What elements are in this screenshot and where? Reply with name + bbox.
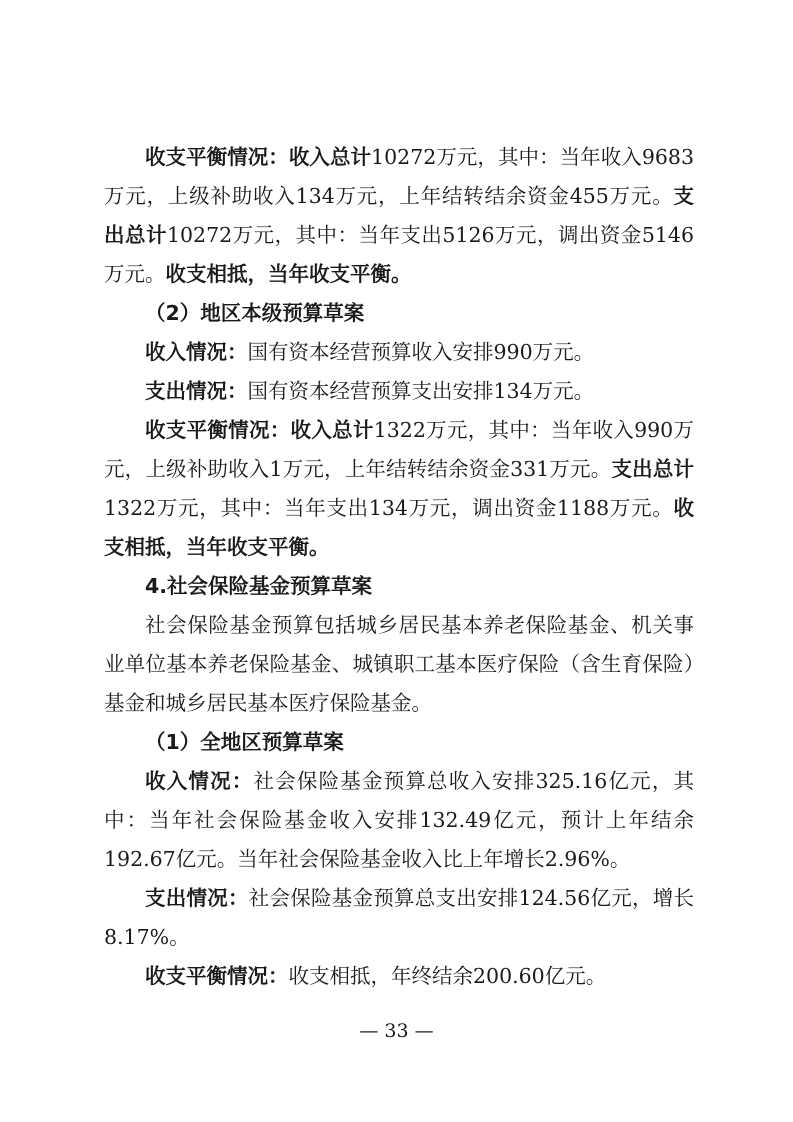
segment: 收支相抵，当年收支平衡。 <box>165 262 412 286</box>
paragraph-social-insurance-scope <box>104 606 694 723</box>
segment: 收入情况： <box>145 769 254 793</box>
segment: 支出总计 <box>104 184 694 247</box>
section-heading-whole-region <box>104 723 694 762</box>
segment: 社会保险基金预算总支出安排124.56亿元，增长8.17%。 <box>104 886 695 949</box>
page-number: — 33 — <box>359 1020 434 1042</box>
paragraph-expense-local <box>104 372 694 411</box>
segment: 收支平衡情况：收入总计 <box>145 418 374 442</box>
segment: 收支相抵，年终结余200.60亿元。 <box>288 964 607 988</box>
paragraph-income-si <box>104 762 694 879</box>
segment: 收支平衡情况： <box>145 964 289 988</box>
section-heading-social-insurance <box>104 567 694 606</box>
paragraph-balance-local <box>104 411 694 567</box>
segment: 支出总计 <box>611 457 695 481</box>
segment: 国有资本经营预算收入安排990万元。 <box>247 340 595 364</box>
segment: 社会保险基金预算包括城乡居民基本养老保险基金、机关事业单位基本养老保险基金、城镇职工基本医疗保险（含生育保险）基金和城乡居民基本医疗保险基金。 <box>104 613 694 715</box>
paragraph-expense-si <box>104 879 694 957</box>
segment: 支出情况： <box>145 886 249 910</box>
section-heading-local-level <box>104 294 694 333</box>
segment: 10272万元，其中：当年支出5126万元，调出资金5146万元。 <box>104 223 695 286</box>
body-text <box>104 138 694 996</box>
segment: 10272万元，其中：当年收入9683万元，上级补助收入134万元，上年结转结余资金455万元。 <box>104 145 695 208</box>
segment: 1322万元，其中：当年支出134万元，调出资金1188万元。 <box>104 496 674 520</box>
paragraph-balance-si <box>104 957 694 996</box>
segment: 收支相抵，当年收支平衡。 <box>104 496 694 559</box>
segment: 社会保险基金预算总收入安排325.16亿元，其中：当年社会保险基金收入安排132.49亿元，预计上年结余192.67亿元。当年社会保险基金收入比上年增长2.96%。 <box>104 769 695 871</box>
heading-text: （1）全地区预算草案 <box>145 730 344 754</box>
heading-text: 4.社会保险基金预算草案 <box>145 574 373 598</box>
segment: 国有资本经营预算支出安排134万元。 <box>247 379 595 403</box>
segment: 1322万元，其中：当年收入990万元，上级补助收入1万元，上年结转结余资金331万元。 <box>104 418 694 481</box>
heading-text: （2）地区本级预算草案 <box>145 301 365 325</box>
paragraph-income-local <box>104 333 694 372</box>
segment: 收支平衡情况：收入总计 <box>145 145 372 169</box>
paragraph-balance-all <box>104 138 694 294</box>
segment: 收入情况： <box>145 340 248 364</box>
segment: 支出情况： <box>145 379 248 403</box>
